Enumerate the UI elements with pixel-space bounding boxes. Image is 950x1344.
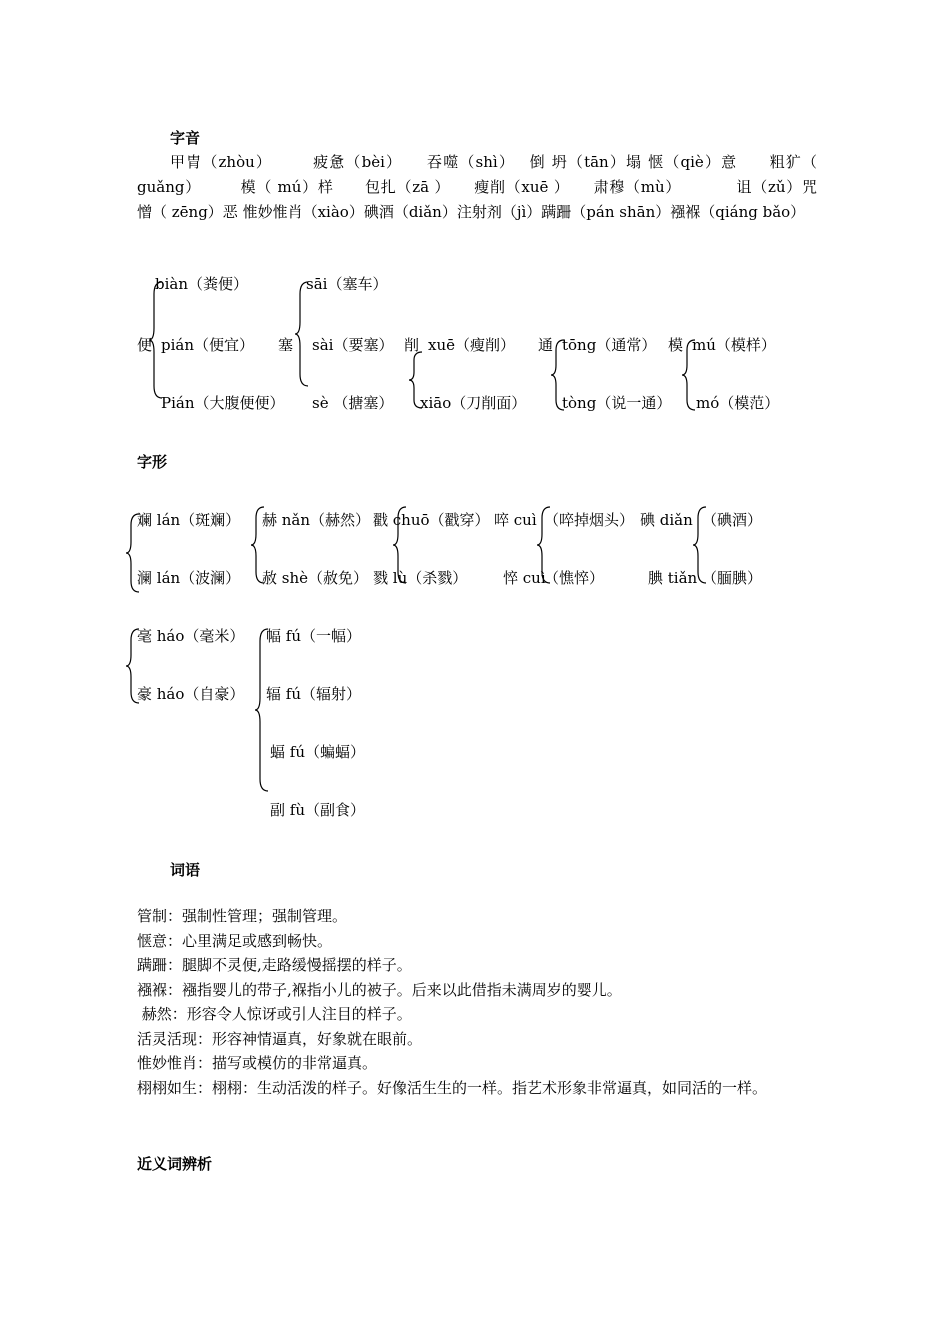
polyphone-xue-1: xuē（瘦削） bbox=[428, 336, 515, 354]
pronunciation-paragraph bbox=[137, 150, 817, 225]
brace-sai bbox=[296, 280, 310, 388]
glyph-he-1: 赫 nǎn（赫然） bbox=[262, 511, 371, 529]
vocab-entry: 惟妙惟肖：描写或模仿的非常逼真。 bbox=[137, 1054, 378, 1072]
pron-item: 注射剂（jì） bbox=[456, 203, 542, 221]
vocab-entry: 管制：强制性管理；强制管理。 bbox=[137, 907, 348, 925]
vocab-entry: 活灵活现：形容神情逼真，好象就在眼前。 bbox=[137, 1029, 423, 1048]
polyphone-sai-3: sè （搪塞） bbox=[312, 394, 394, 412]
polyphone-sai-head: 塞 bbox=[278, 336, 294, 354]
glyph-chuo-2: 戮 lù（杀戮） bbox=[373, 569, 468, 587]
brace-cui bbox=[538, 505, 552, 585]
brace-xue bbox=[410, 350, 424, 410]
glyph-fu-1: 幅 fú（一幅） bbox=[266, 627, 361, 645]
pron-item: 肃穆（mù） bbox=[593, 178, 674, 196]
vocab-entry: 惬意：心里满足或感到畅快。 bbox=[137, 931, 333, 950]
section-heading-words: 词语 bbox=[170, 861, 201, 879]
glyph-cui-2: 悴 cuì bbox=[503, 569, 546, 587]
glyph-he-2: 赦 shè（赦免） bbox=[262, 569, 369, 587]
brace-chuo bbox=[394, 505, 408, 585]
polyphone-bian-3: Pián（大腹便便） bbox=[161, 394, 285, 412]
polyphone-sai-1: sāi（塞车） bbox=[306, 275, 388, 293]
brace-tong bbox=[552, 338, 566, 412]
glyph-hao-1: 毫 háo（毫米） bbox=[137, 627, 245, 645]
pron-item: 包扎（zā ） bbox=[365, 178, 443, 196]
pron-item: 惟妙惟肖（xiào） bbox=[242, 203, 364, 221]
vocab-entry: 栩栩如生：栩栩：生动活泼的样子。好像活生生的一样。指艺术形象非常逼真，如同活的一样。 bbox=[137, 1078, 768, 1097]
brace-he bbox=[252, 505, 266, 585]
polyphone-tong-1: tōng（通常） bbox=[562, 336, 657, 354]
glyph-dian-2-word: （腼腆） bbox=[702, 569, 763, 587]
brace-fu bbox=[256, 627, 270, 793]
brace-bian bbox=[150, 280, 164, 400]
pron-item: 憎（ zēng）恶 bbox=[137, 203, 238, 221]
polyphone-mo-1: mú（模样） bbox=[692, 336, 776, 354]
glyph-hao-2: 豪 háo（自豪） bbox=[137, 685, 245, 703]
polyphone-sai-2: sài（要塞） bbox=[312, 336, 394, 354]
brace-mo bbox=[683, 338, 697, 412]
section-heading-pronunciation: 字音 bbox=[170, 129, 201, 147]
pron-item: 瘦削（xuē ） bbox=[474, 178, 563, 196]
glyph-dian-1-word: （碘酒） bbox=[702, 511, 763, 529]
glyph-dian-1: 碘 diǎn bbox=[640, 511, 693, 529]
glyph-dian-2: 腆 tiǎn bbox=[648, 569, 698, 587]
brace-lan bbox=[127, 512, 141, 594]
polyphone-bian-head: 便 bbox=[137, 336, 153, 354]
glyph-fu-2: 辐 fú（辐射） bbox=[266, 685, 361, 703]
polyphone-tong-2: tòng（说一通） bbox=[562, 394, 672, 412]
pron-item: 模（ mú）样 bbox=[240, 178, 334, 196]
brace-dian bbox=[694, 505, 708, 585]
section-heading-form: 字形 bbox=[137, 453, 168, 471]
pron-item: 疲惫（bèi） bbox=[313, 153, 395, 171]
vocab-entry: 赫然：形容令人惊讶或引人注目的样子。 bbox=[137, 1005, 412, 1023]
glyph-fu-3: 蝠 fú（蝙蝠） bbox=[270, 743, 365, 761]
glyph-lan-1: 斓 lán（斑斓） bbox=[137, 511, 241, 529]
pron-item: 粗犷（ guǎng） bbox=[137, 153, 817, 196]
glyph-lan-2: 澜 lán（波澜） bbox=[137, 569, 241, 587]
pron-item: 襁褓（qiáng bǎo） bbox=[670, 203, 806, 221]
pron-item: 吞噬（shì） bbox=[427, 153, 508, 171]
polyphone-xue-2: xiāo（刀削面） bbox=[420, 394, 527, 412]
pron-item: 蹒跚（pán shān） bbox=[541, 203, 671, 221]
polyphone-xue-head: 削 bbox=[404, 336, 420, 354]
glyph-cui-1-word: （啐掉烟头） bbox=[544, 511, 635, 529]
polyphone-bian-1: biàn（粪便） bbox=[155, 275, 249, 293]
polyphone-mo-2: mó（模范） bbox=[696, 394, 780, 412]
section-heading-synonyms: 近义词辨析 bbox=[137, 1155, 213, 1173]
polyphone-tong-head: 通 bbox=[538, 336, 554, 354]
vocab-entry: 蹒跚：腿脚不灵便,走路缓慢摇摆的样子。 bbox=[137, 956, 412, 974]
vocab-entry: 襁褓：襁指婴儿的带子,褓指小儿的被子。后来以此借指未满周岁的婴儿。 bbox=[137, 980, 622, 999]
pron-item: 诅（zǔ）咒 bbox=[736, 178, 817, 196]
polyphone-mo-head: 模 bbox=[668, 336, 684, 354]
glyph-cui-2-word: （憔悴） bbox=[544, 569, 605, 587]
vocabulary-list bbox=[137, 904, 809, 1100]
pron-item: 倒 坍（tān）塌 bbox=[529, 153, 643, 171]
pron-item: 碘酒（diǎn） bbox=[363, 203, 457, 221]
glyph-chuo-1: 戳 chuō（戳穿） bbox=[373, 511, 490, 529]
pron-item: 惬（qiè）意 bbox=[648, 153, 738, 171]
glyph-fu-4: 副 fù（副食） bbox=[270, 801, 365, 819]
pron-item: 甲胄（zhòu） bbox=[170, 153, 265, 171]
glyph-cui-1: 啐 cuì bbox=[494, 511, 537, 529]
brace-hao bbox=[127, 627, 141, 705]
polyphone-bian-2: pián（便宜） bbox=[161, 336, 255, 354]
